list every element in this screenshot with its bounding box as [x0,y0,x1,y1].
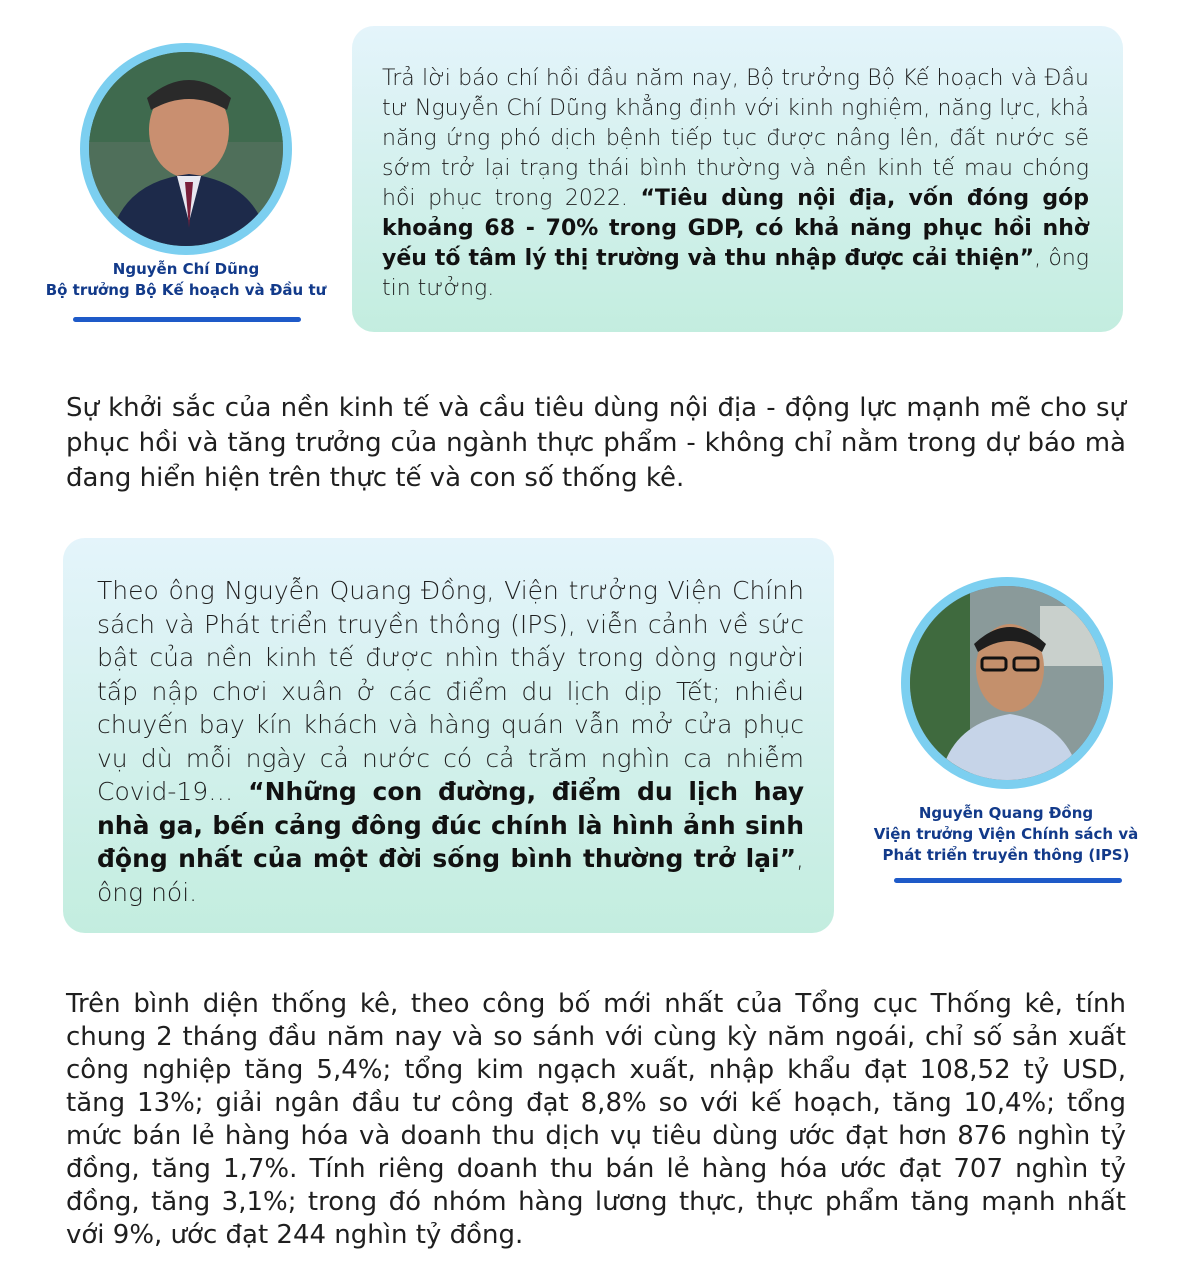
quote-2-text [97,574,804,909]
quote-1-text [382,64,1089,304]
quote-1-outro: , ông tin tưởng. [382,246,1090,301]
person2-name: Nguyễn Quang Đồng [918,804,1094,822]
quote-2-outro: , ông nói. [97,844,804,907]
person2-underline [894,878,1122,883]
portrait-nguyen-chi-dung [80,43,292,255]
person1-underline [73,317,301,322]
quote-1-intro: Trả lời báo chí hồi đầu năm nay, Bộ trưởng Bộ Kế hoạch và Đầu tư Nguyễn Chí Dũng khẳng định với kinh nghiệm, năng lực, khả năng ứng phó dịch bệnh tiếp tục được nâng lên, đất nước sẽ sớm trở lại trạng thái bình thường và nền kinh tế mau chóng hồi phục trong 2022. [382,66,1089,211]
quote-box-2 [63,538,834,933]
quote-2-bold: “Những con đường, điểm du lịch hay nhà ga, bến cảng đông đúc chính là hình ảnh sinh động nhất của một đời sống bình thường trở lại” [97,777,805,873]
person-silhouette-icon [89,52,283,246]
paragraph-1: Sự khởi sắc của nền kinh tế và cầu tiêu dùng nội địa - động lực mạnh mẽ cho sự phục hồi và tăng trưởng của ngành thực phẩm - không chỉ nằm trong dự báo mà đang hiển hiện trên thực tế và con số thống kê. [66,393,1126,493]
quote-2-intro: Theo ông Nguyễn Quang Đồng, Viện trưởng Viện Chính sách và Phát triển truyền thông (IPS), viễn cảnh về sức bật của nền kinh tế được nhìn thấy trong dòng người tấp nập chơi xuân ở các điểm du lịch dịp Tết; nhiều chuyến bay kín khách và hàng quán vẫn mở cửa phục vụ dù mỗi ngày cả nước có cả trăm nghìn ca nhiễm Covid-19… [97,576,804,806]
person1-name: Nguyễn Chí Dũng [112,260,260,278]
person-silhouette-icon [910,586,1104,780]
portrait-nguyen-quang-dong [901,577,1113,789]
person1-title: Bộ trưởng Bộ Kế hoạch và Đầu tư [45,281,327,299]
paragraph-2: Trên bình diện thống kê, theo công bố mới nhất của Tổng cục Thống kê, tính chung 2 tháng đầu năm nay và so sánh với cùng kỳ năm ngoái, chỉ số sản xuất công nghiệp tăng 5,4%; tổng kim ngạch xuất, nhập khẩu đạt 108,52 tỷ USD, tăng 13%; giải ngân đầu tư công đạt 8,8% so với kế hoạch, tăng 10,4%; tổng mức bán lẻ hàng hóa và doanh thu dịch vụ tiêu dùng ước đạt hơn 876 nghìn tỷ đồng, tăng 1,7%. Tính riêng doanh thu bán lẻ hàng hóa ước đạt 707 nghìn tỷ đồng, tăng 3,1%; trong đó nhóm hàng lương thực, thực phẩm tăng mạnh nhất với 9%, ước đạt 244 nghìn tỷ đồng. [66,989,1126,1250]
quote-1-bold: “Tiêu dùng nội địa, vốn đóng góp khoảng 68 - 70% trong GDP, có khả năng phục hồi nhờ yếu tố tâm lý thị trường và thu nhập được cải thiện” [382,186,1089,271]
person2-title-line1: Viện trưởng Viện Chính sách và [873,825,1139,843]
quote-box-1 [352,26,1123,332]
person2-title-line2: Phát triển truyền thông (IPS) [882,846,1130,864]
